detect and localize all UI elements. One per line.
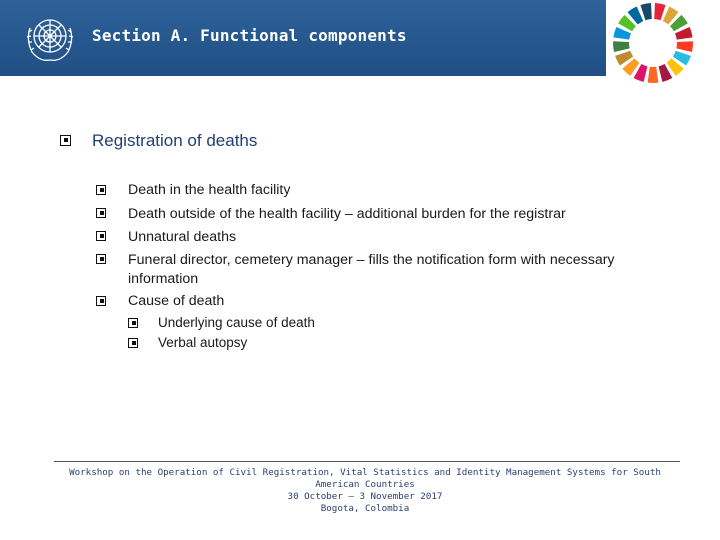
item-bullet-icon	[96, 208, 106, 218]
sub-item-bullet-icon	[128, 338, 138, 348]
item-bullet-icon	[96, 185, 106, 195]
sdg-wheel-segment	[648, 67, 659, 83]
sdg-logo-box	[606, 0, 720, 76]
list-item: Death outside of the health facility – additional burden for the registrar	[128, 206, 566, 222]
footer-location: Bogota, Colombia	[320, 503, 410, 514]
section-heading: Registration of deaths	[92, 131, 258, 150]
sdg-wheel-segment	[654, 3, 665, 20]
sdg-wheel-segment	[676, 41, 693, 52]
sub-list-item: Verbal autopsy	[158, 335, 248, 350]
list-item: Death in the health facility	[128, 182, 291, 198]
slide-header	[0, 0, 720, 76]
item-bullet-icon	[96, 231, 106, 241]
slide-footer	[60, 467, 670, 515]
sub-list-item: Underlying cause of death	[158, 315, 315, 330]
footer-divider	[54, 461, 680, 462]
footer-event: Workshop on the Operation of Civil Registration, Vital Statistics and Identity Management Systems for South American Countries	[69, 467, 661, 490]
heading-bullet-icon	[60, 135, 71, 146]
slide-title: Section A. Functional components	[92, 26, 407, 45]
sub-item-bullet-icon	[128, 318, 138, 328]
sdg-wheel-segment	[613, 41, 630, 52]
item-bullet-icon	[96, 254, 106, 264]
footer-dates: 30 October – 3 November 2017	[287, 491, 443, 502]
list-item: Cause of death	[128, 293, 225, 309]
list-item: Unnatural deaths	[128, 229, 237, 245]
list-item: Funeral director, cemetery manager – fills the notification form with necessary information	[128, 252, 615, 287]
item-bullet-icon	[96, 296, 106, 306]
un-emblem-icon	[22, 10, 78, 66]
sdg-wheel-icon	[610, 0, 696, 86]
sdg-wheel-segment	[640, 3, 651, 20]
